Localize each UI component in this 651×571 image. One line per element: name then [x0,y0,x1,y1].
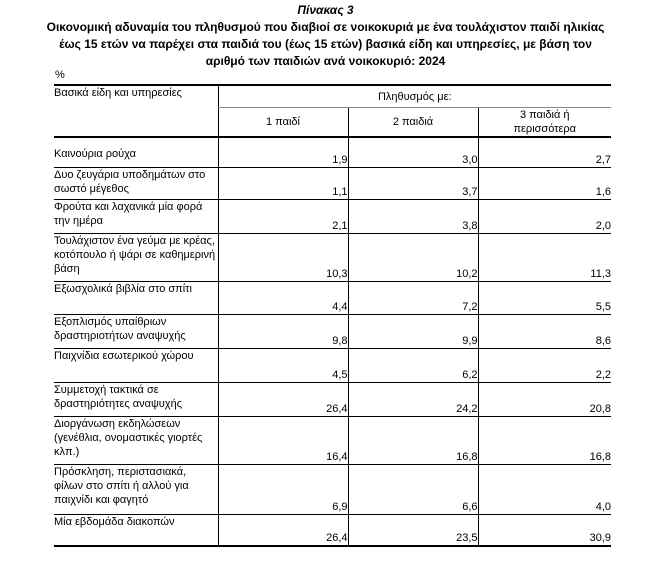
table-row [54,464,611,514]
cell-value: 7,2 [348,281,478,314]
cell-value: 20,8 [478,382,611,416]
cell-value: 10,3 [218,233,348,281]
row-header-label: Βασικά είδη και υπηρεσίες [54,85,218,137]
column-group-header: Πληθυσμός με: [218,85,611,108]
table-row [54,514,611,546]
cell-value: 10,2 [348,233,478,281]
row-label: Πρόσκληση, περιστασιακά, φίλων στο σπίτι ή αλλού για παιχνίδι και φαγητό [54,464,218,514]
row-label: Τουλάχιστον ένα γεύμα με κρέας, κοτόπουλο ή ψάρι σε καθημερινή βάση [54,233,218,281]
column-header: 1 παιδί [218,108,348,138]
cell-value: 5,5 [478,281,611,314]
cell-value: 26,4 [218,382,348,416]
row-label: Μία εβδομάδα διακοπών [54,514,218,546]
row-label: Εξωσχολικά βιβλία στο σπίτι [54,281,218,314]
table-row [54,281,611,314]
cell-value: 1,9 [218,137,348,167]
cell-value: 2,1 [218,199,348,233]
cell-value: 9,8 [218,314,348,348]
row-label: Φρούτα και λαχανικά μία φορά την ημέρα [54,199,218,233]
row-label: Καινούρια ρούχα [54,137,218,167]
row-label: Εξοπλισμός υπαίθριων δραστηριοτήτων αναψυχής [54,314,218,348]
unit-label: % [55,69,65,81]
cell-value: 9,9 [348,314,478,348]
cell-value: 3,7 [348,167,478,199]
row-label: Διοργάνωση εκδηλώσεων (γενέθλια, ονομαστικές γιορτές κλπ.) [54,416,218,464]
cell-value: 6,6 [348,464,478,514]
cell-value: 1,6 [478,167,611,199]
cell-value: 11,3 [478,233,611,281]
cell-value: 2,2 [478,348,611,382]
row-label: Παιχνίδια εσωτερικού χώρου [54,348,218,382]
table-body [54,137,611,546]
table-row [54,314,611,348]
table-row [54,382,611,416]
cell-value: 1,1 [218,167,348,199]
cell-value: 2,7 [478,137,611,167]
column-header: 3 παιδιά ή περισσότερα [478,108,611,138]
cell-value: 16,8 [478,416,611,464]
cell-value: 26,4 [218,514,348,546]
table-heading: Οικονομική αδυναμία του πληθυσμού που διαβιοί σε νοικοκυριά με ένα τουλάχιστον παιδί ηλικίας έως 15 ετών να παρέχει στα παιδιά του (έως 15 ετών) βασικά είδη και υπηρεσίες, με βάση τον αριθμό των παιδιών ανά νοικοκυριό: 2024 [46,20,605,68]
table-row [54,416,611,464]
table-row [54,199,611,233]
cell-value: 23,5 [348,514,478,546]
cell-value: 3,0 [348,137,478,167]
row-label: Συμμετοχή τακτικά σε δραστηριότητες αναψυχής [54,382,218,416]
cell-value: 16,8 [348,416,478,464]
header-row [54,85,611,108]
table-number: Πίνακας 3 [297,3,354,17]
data-table [54,84,611,547]
table-row [54,233,611,281]
cell-value: 16,4 [218,416,348,464]
table-row [54,137,611,167]
cell-value: 6,9 [218,464,348,514]
column-header: 2 παιδιά [348,108,478,138]
cell-value: 2,0 [478,199,611,233]
row-label: Δυο ζευγάρια υποδημάτων στο σωστό μέγεθος [54,167,218,199]
cell-value: 8,6 [478,314,611,348]
table-row [54,167,611,199]
cell-value: 4,5 [218,348,348,382]
cell-value: 24,2 [348,382,478,416]
cell-value: 6,2 [348,348,478,382]
cell-value: 4,0 [478,464,611,514]
cell-value: 4,4 [218,281,348,314]
cell-value: 30,9 [478,514,611,546]
table-row [54,348,611,382]
cell-value: 3,8 [348,199,478,233]
